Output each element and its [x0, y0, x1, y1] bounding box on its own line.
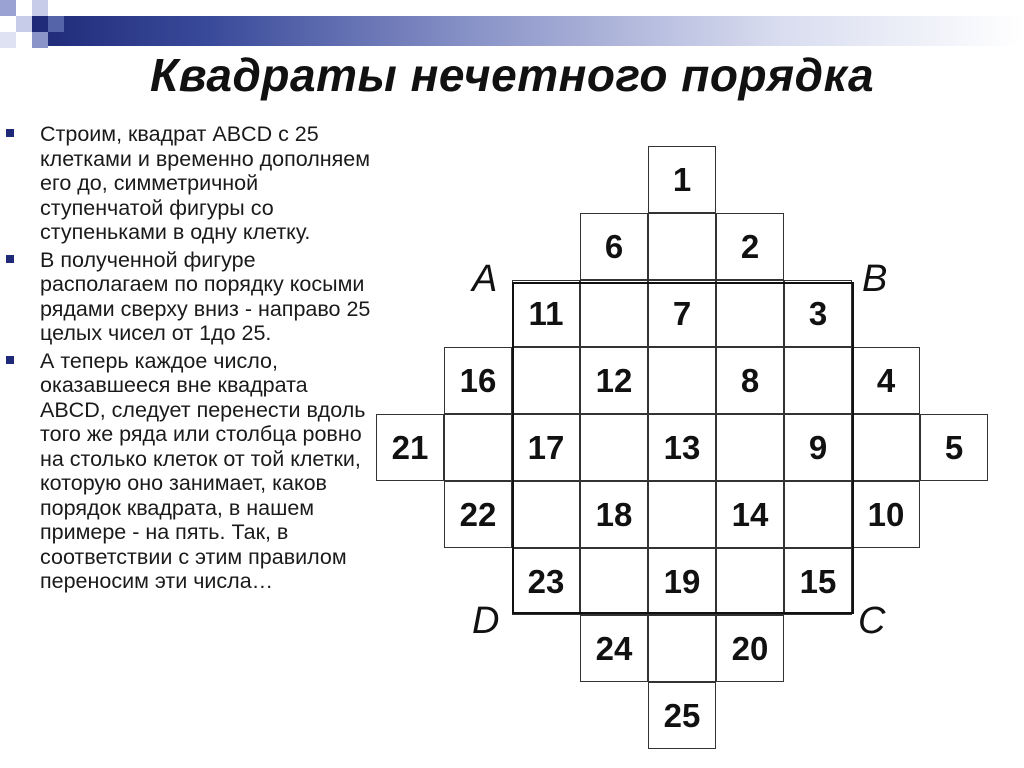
grid-cell-number: 1 [648, 146, 716, 213]
bullet-text: В полученной фигуре располагаем по порядку косыми рядами сверху вниз - направо 25 целых чисел от 1до 25. [40, 247, 371, 345]
grid-cell-empty [852, 414, 920, 481]
grid-cell-number: 8 [716, 347, 784, 414]
grid-cell-empty [716, 280, 784, 347]
grid-cell-number: 7 [648, 280, 716, 347]
bullet-square-icon [6, 129, 14, 137]
grid-cell-number: 25 [648, 682, 716, 749]
grid-cell-empty [648, 615, 716, 682]
grid-cell-empty [580, 414, 648, 481]
square-abcd-outline [512, 282, 854, 614]
grid-cell-empty [784, 347, 852, 414]
grid-cell-number: 17 [512, 414, 580, 481]
decorative-square [32, 32, 48, 48]
grid-cell-empty [444, 414, 512, 481]
grid-cell-empty [580, 548, 648, 615]
decorative-square [0, 0, 16, 16]
grid-cell-number: 24 [580, 615, 648, 682]
grid-cell-empty [648, 213, 716, 280]
grid-cell-empty [784, 481, 852, 548]
decorative-square [48, 16, 64, 32]
grid-cell-number: 12 [580, 347, 648, 414]
grid-cell-empty [512, 347, 580, 414]
grid-cell-number: 14 [716, 481, 784, 548]
bullet-square-icon [6, 255, 14, 263]
corner-label-b: B [862, 258, 888, 300]
bullet-list [6, 122, 378, 597]
header-gradient-bar [32, 16, 1024, 46]
decorative-square [32, 0, 48, 16]
corner-label-c: C [858, 600, 886, 642]
grid-cell-empty [648, 481, 716, 548]
grid-cell-number: 10 [852, 481, 920, 548]
corner-label-a: A [472, 258, 498, 300]
grid-cell-number: 5 [920, 414, 988, 481]
grid-cell-number: 16 [444, 347, 512, 414]
grid-cell-number: 2 [716, 213, 784, 280]
grid-cell-empty [648, 347, 716, 414]
grid-cell-empty [716, 414, 784, 481]
grid-cell-number: 21 [376, 414, 444, 481]
bullet-square-icon [6, 356, 14, 364]
grid-cell-number: 23 [512, 548, 580, 615]
bullet-text: Строим, квадрат ABCD с 25 клетками и временно дополняем его до, симметричной ступенчатой фигуры со ступеньками в одну клетку. [40, 122, 371, 244]
grid-cell-number: 9 [784, 414, 852, 481]
slide-title: Квадраты нечетного порядка [149, 49, 875, 101]
grid-cell-number: 3 [784, 280, 852, 347]
bullet-item [6, 248, 378, 346]
decorative-square [0, 32, 16, 48]
grid-cell-number: 19 [648, 548, 716, 615]
corner-label-d: D [472, 600, 500, 642]
grid-cell-empty [716, 548, 784, 615]
bullet-item [6, 122, 378, 245]
grid-cell-number: 6 [580, 213, 648, 280]
grid-cell-number: 15 [784, 548, 852, 615]
grid-cell-number: 18 [580, 481, 648, 548]
decorative-square [16, 16, 32, 32]
grid-cell-number: 20 [716, 615, 784, 682]
grid-cell-number: 13 [648, 414, 716, 481]
grid-cell-number: 4 [852, 347, 920, 414]
grid-cell-number: 11 [512, 280, 580, 347]
grid-cell-empty [580, 280, 648, 347]
grid-cell-empty [512, 481, 580, 548]
bullet-text: А теперь каждое число, оказавшееся вне квадрата ABCD, следует перенести вдоль того же ряда или столбца ровно на столько клеток от той клетки, которую оно занимает, каков порядок квадрата, в нашем примере - на пять. Так, в соответствии с этим правилом переносим эти числа… [40, 348, 366, 593]
grid-cell-number: 22 [444, 481, 512, 548]
bullet-item [6, 349, 378, 594]
